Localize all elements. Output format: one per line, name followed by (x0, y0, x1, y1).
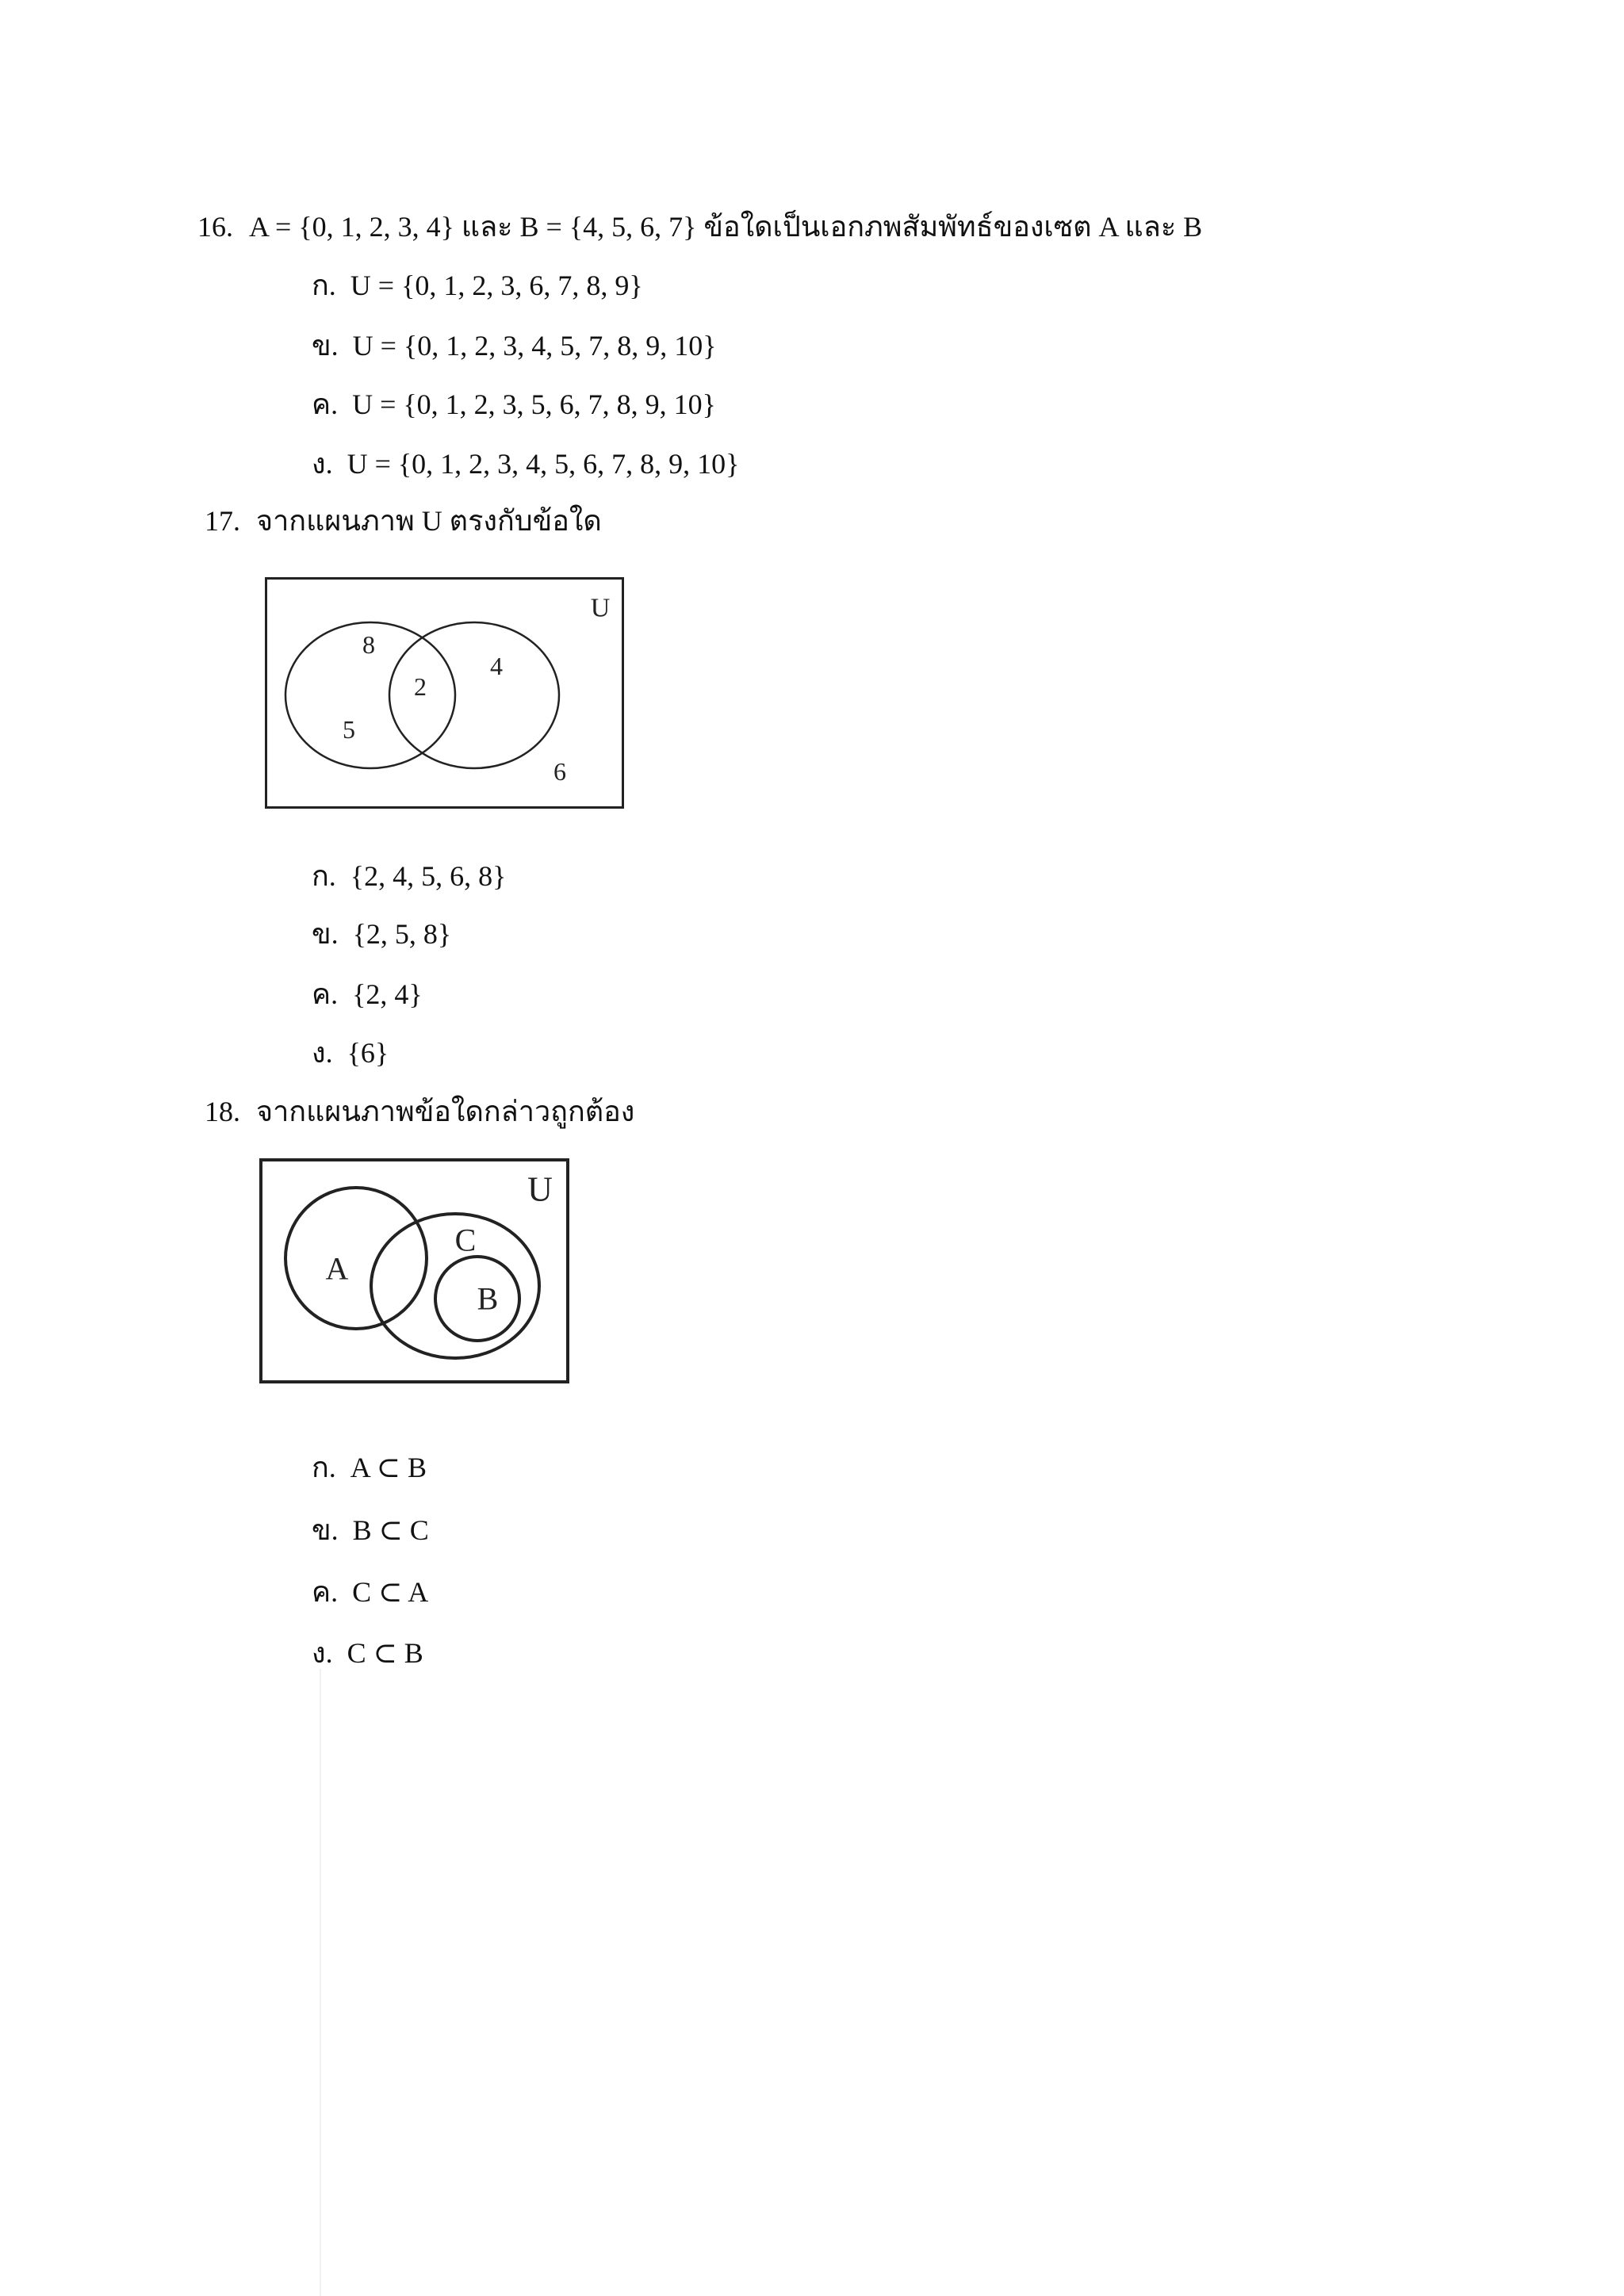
option-label: ก. (312, 860, 336, 892)
scan-artifact-line (320, 1669, 321, 2296)
option-label: ง. (312, 448, 333, 480)
question-number: 18. (205, 1096, 240, 1127)
question-text: A = {0, 1, 2, 3, 4} และ B = {4, 5, 6, 7} ข้อใดเป็นเอกภพสัมพัทธ์ของเซต A และ B (249, 211, 1203, 243)
set-a-label: A (325, 1250, 349, 1287)
question-16 (197, 209, 1202, 244)
option-text: {2, 5, 8} (352, 918, 452, 950)
element-label: 2 (414, 672, 427, 701)
set-a-circle (285, 1188, 427, 1329)
option-text: A ⊂ B (350, 1452, 427, 1483)
option-text: C ⊂ B (347, 1637, 423, 1669)
option-label: ง. (312, 1037, 333, 1069)
universe-label: U (590, 593, 611, 623)
element-label: 4 (490, 652, 503, 680)
option-16-a (312, 268, 643, 303)
option-16-c (312, 387, 716, 422)
venn-diagram-18 (259, 1158, 569, 1383)
question-number: 16. (197, 211, 233, 243)
option-18-c (312, 1575, 428, 1609)
option-text: U = {0, 1, 2, 3, 4, 5, 6, 7, 8, 9, 10} (347, 448, 740, 480)
element-label: 6 (553, 757, 566, 786)
universe-label: U (527, 1169, 553, 1209)
option-text: U = {0, 1, 2, 3, 6, 7, 8, 9} (350, 270, 643, 301)
set-b-label: B (477, 1280, 499, 1317)
option-label: ค. (312, 1576, 339, 1608)
option-label: ข. (312, 918, 339, 950)
option-label: ข. (312, 330, 339, 362)
question-text: จากแผนภาพ U ตรงกับข้อใด (256, 505, 602, 537)
option-18-d (312, 1636, 423, 1670)
option-text: B ⊂ C (352, 1514, 429, 1546)
element-label: 8 (362, 630, 375, 659)
question-number: 17. (205, 505, 240, 537)
option-17-a (312, 859, 506, 894)
option-label: ก. (312, 270, 336, 301)
option-label: ง. (312, 1637, 333, 1669)
question-18 (205, 1094, 634, 1129)
option-text: U = {0, 1, 2, 3, 4, 5, 7, 8, 9, 10} (352, 330, 717, 362)
option-18-a (312, 1450, 427, 1485)
set-c-label: C (454, 1222, 477, 1258)
option-17-d (312, 1035, 389, 1070)
option-text: {6} (347, 1037, 389, 1069)
option-text: {2, 4, 5, 6, 8} (350, 860, 507, 892)
option-text: U = {0, 1, 2, 3, 5, 6, 7, 8, 9, 10} (352, 388, 716, 420)
option-label: ค. (312, 388, 339, 420)
question-text: จากแผนภาพข้อใดกล่าวถูกต้อง (256, 1096, 635, 1127)
option-label: ค. (312, 978, 339, 1010)
venn-diagram-17 (265, 577, 624, 809)
option-text: C ⊂ A (352, 1576, 429, 1608)
option-17-b (312, 916, 451, 951)
option-18-b (312, 1513, 429, 1548)
option-label: ก. (312, 1452, 336, 1483)
option-label: ข. (312, 1514, 339, 1546)
option-text: {2, 4} (352, 978, 423, 1010)
universe-box (266, 579, 623, 808)
option-16-b (312, 328, 716, 363)
question-17 (205, 503, 602, 538)
option-17-c (312, 977, 423, 1012)
option-16-d (312, 446, 739, 481)
element-label: 5 (343, 715, 355, 744)
